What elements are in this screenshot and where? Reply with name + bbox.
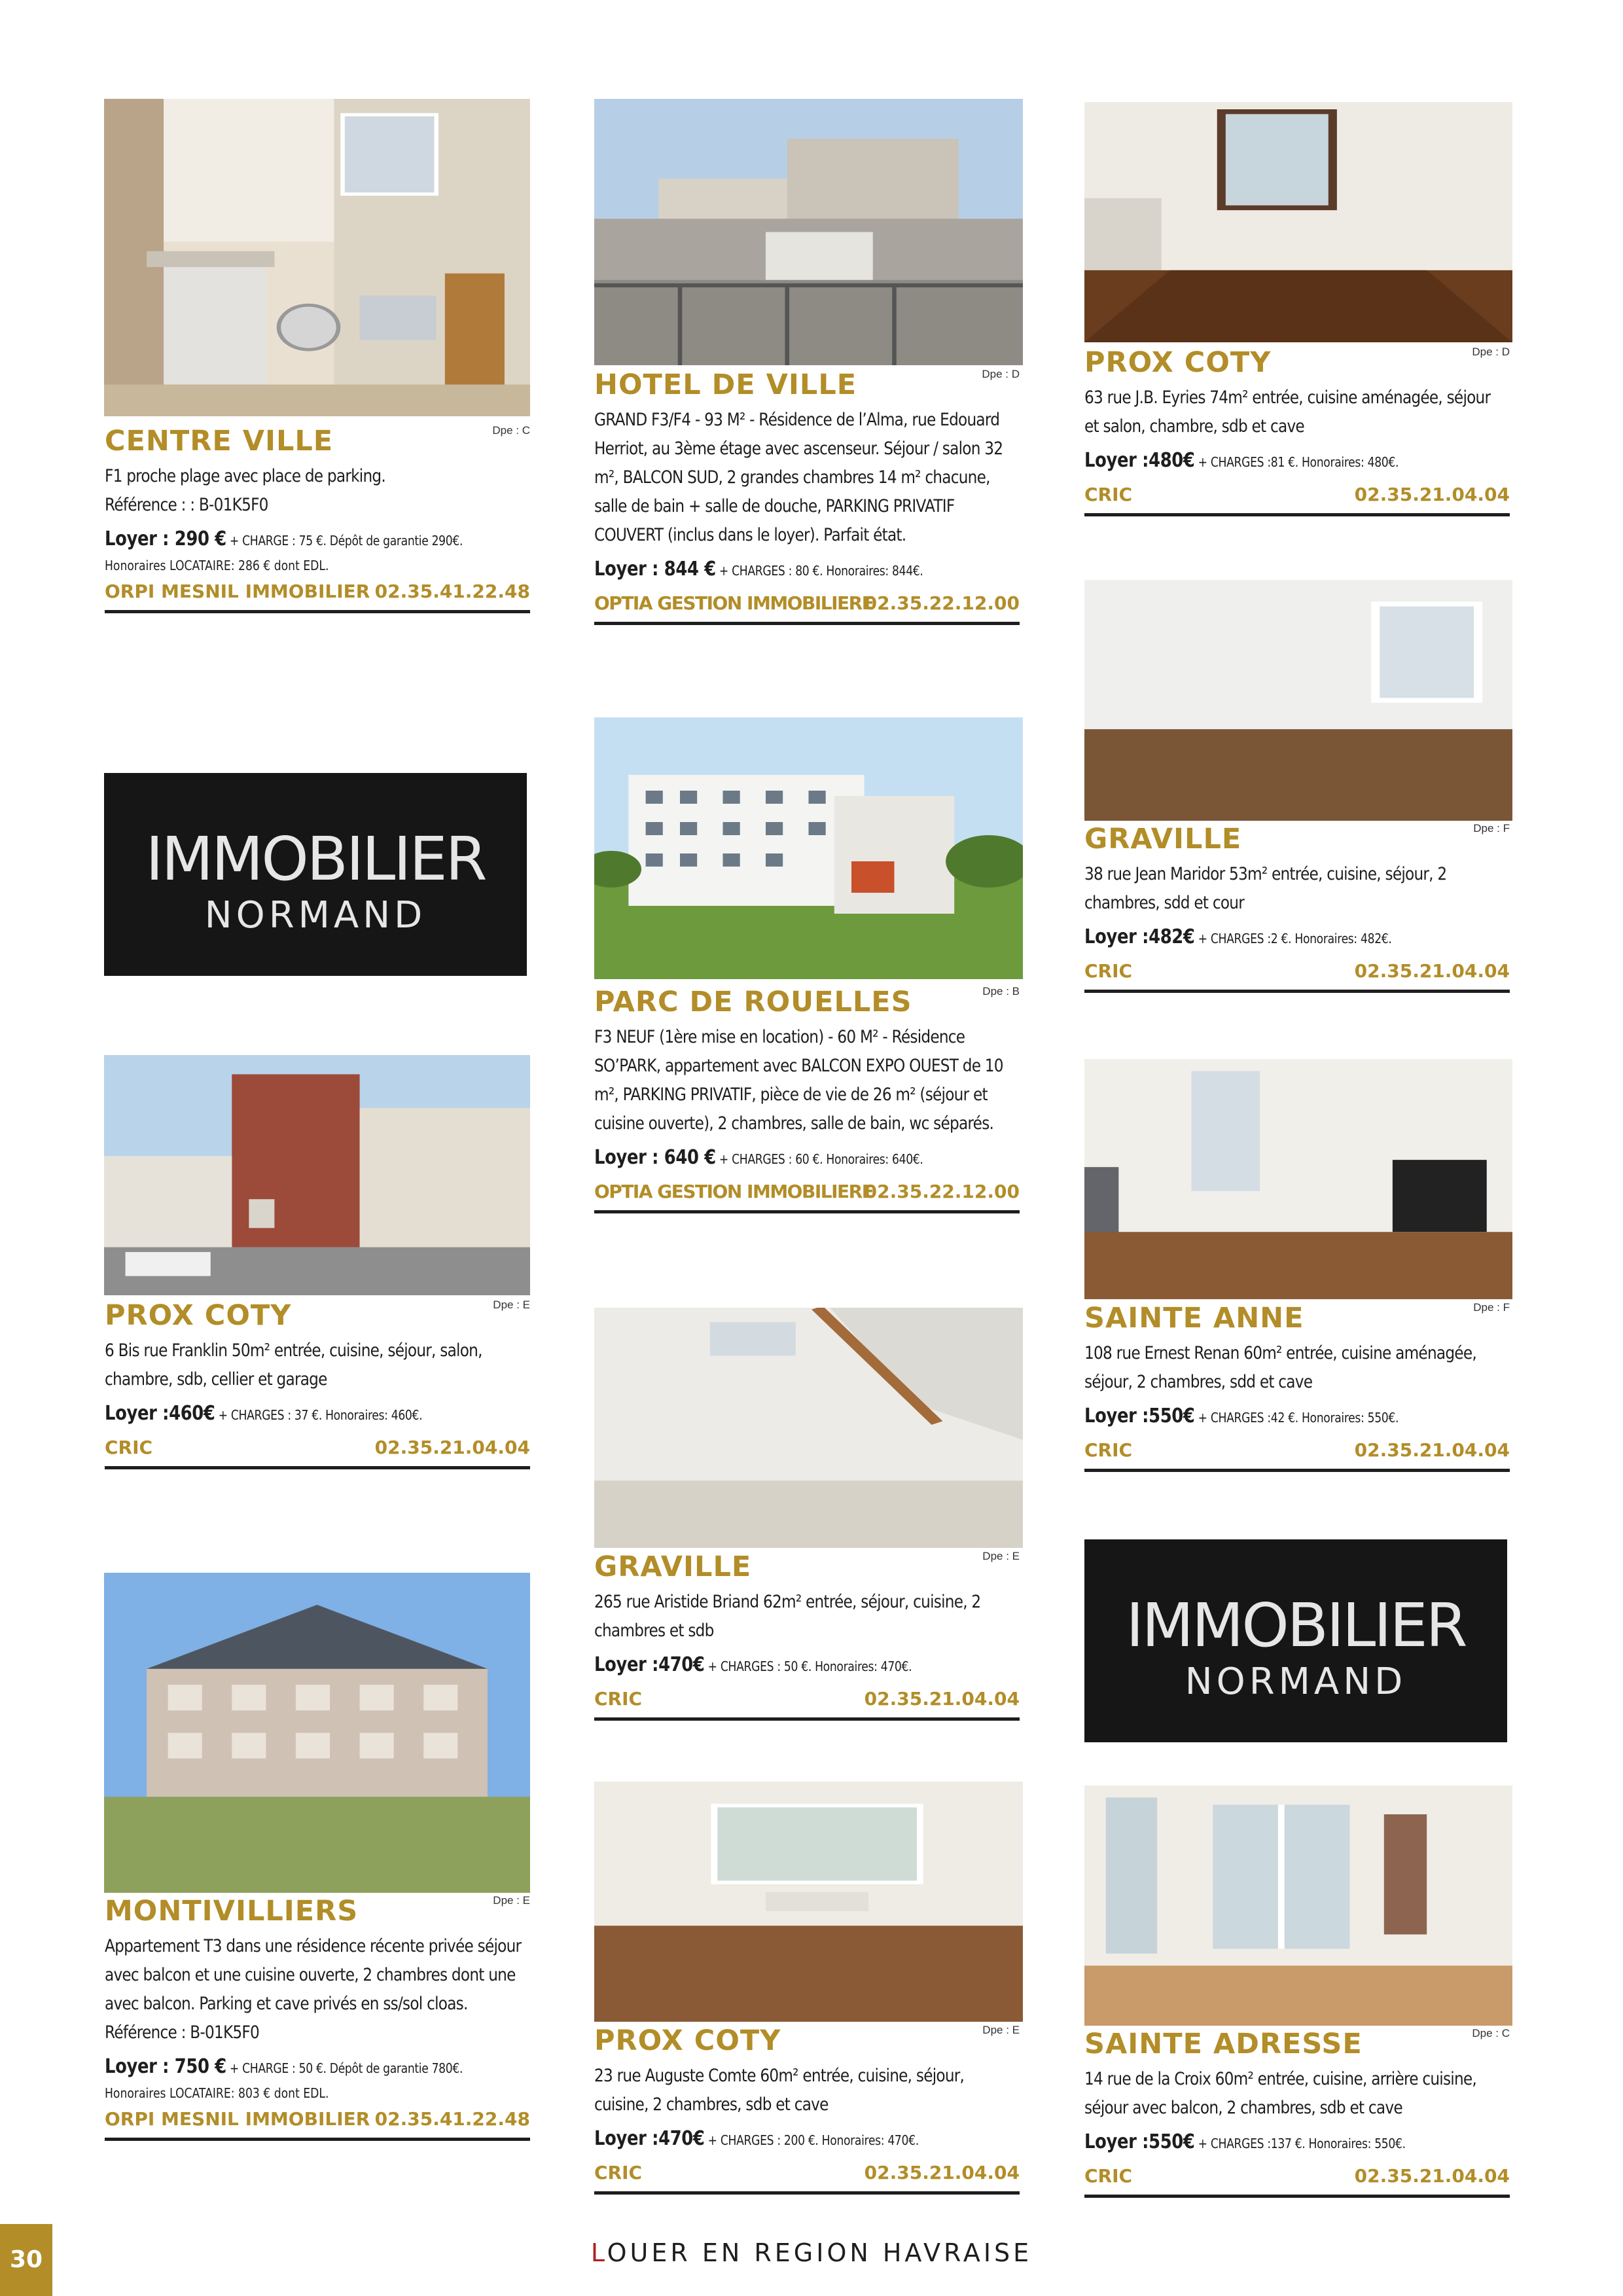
rent-details: + CHARGES : 200 €. Honoraires: 470€.: [704, 2132, 919, 2148]
agency-name: CRIC: [594, 1688, 643, 1710]
agency-phone: 02.35.21.04.04: [374, 1437, 530, 1458]
description-line: GRAND F3/F4 - 93 M² - Résidence de l’Alma, rue Edouard Herriot, au 3ème étage avec ascenseur. Séjour / salon 32 m², BALCON SUD, 2 grandes chambres 14 m² chacune, salle de bain + salle de douche, PARKING PRIVATIF COUVERT (inclus dans le loyer). Parfait état.: [594, 410, 1003, 545]
listing-title: MONTIVILLIERS: [105, 1895, 359, 1928]
agency-line: [594, 1685, 1020, 1721]
rent-amount: Loyer : 290 €: [105, 528, 226, 550]
dpe-label: Dpe : C: [492, 424, 530, 437]
rent-line: [105, 1399, 529, 1431]
agency-phone: 02.35.22.12.00: [864, 1181, 1020, 1202]
rent-line: [594, 1651, 1018, 1682]
photo-centre-ville: [104, 99, 530, 416]
rent-line: [594, 2125, 1018, 2156]
photo-montivilliers: [104, 1573, 530, 1893]
agency-name: CRIC: [1084, 484, 1133, 505]
listing-description: [594, 406, 1018, 550]
rent-amount: Loyer :550€: [1084, 2130, 1195, 2153]
rent-amount: Loyer : 844 €: [594, 558, 716, 581]
rent-details: + CHARGES : 37 €. Honoraires: 460€.: [215, 1407, 423, 1423]
immobilier-normand-logo: [1084, 1539, 1507, 1742]
listing-description: [1084, 384, 1508, 441]
rent-amount: Loyer :470€: [594, 1653, 705, 1676]
photo-prox-coty-1: [1084, 102, 1512, 342]
rent-line: [105, 2053, 529, 2084]
page-footer: [0, 2238, 1623, 2267]
description-line: 265 rue Aristide Briand 62m² entrée, séjour, cuisine, 2 chambres et sdb: [594, 1592, 981, 1641]
agency-name: OPTIA GESTION IMMOBILIERE: [594, 1181, 874, 1202]
listing-title: CENTRE VILLE: [105, 425, 334, 457]
agency-name: CRIC: [1084, 1439, 1133, 1461]
rent-amount: Loyer :470€: [594, 2127, 705, 2150]
rent-amount: Loyer :460€: [105, 1402, 215, 1425]
listing-prox-coty-comte: [594, 2024, 1020, 2195]
rent-details: + CHARGES :81 €. Honoraires: 480€.: [1194, 454, 1399, 470]
photo-prox-coty-3: [594, 1782, 1023, 2022]
description-line: F3 NEUF (1ère mise en location) - 60 M² - Résidence SO’PARK, appartement avec BALCON EXPO OUEST de 10 m², PARKING PRIVATIF, pièce de vie de 26 m² (séjour et cuisine ouverte), 2 chambres, salle de bain, wc séparés.: [594, 1027, 1003, 1134]
rent-line: [105, 525, 529, 556]
agency-phone: 02.35.41.22.48: [374, 2108, 530, 2130]
listing-montivilliers: [105, 1894, 530, 2141]
agency-line: [1084, 1436, 1510, 1472]
fees-note: Honoraires LOCATAIRE: 286 € dont EDL.: [105, 558, 329, 573]
agency-name: CRIC: [105, 1437, 153, 1458]
agency-phone: 02.35.21.04.04: [1354, 960, 1510, 982]
listing-title: GRAVILLE: [1084, 823, 1242, 855]
page-number: 30: [0, 2224, 52, 2296]
photo-prox-coty-2: [104, 1055, 530, 1295]
logo-main-text: IMMOBILIER: [1126, 1590, 1466, 1660]
agency-line: [594, 1177, 1020, 1213]
reference-line: Référence : B-01K5F0: [105, 2022, 260, 2043]
agency-phone: 02.35.21.04.04: [864, 1688, 1020, 1710]
listing-sainte-anne: [1084, 1301, 1510, 1472]
reference-line: Référence : : B-01K5F0: [105, 495, 268, 515]
listing-description: [594, 2062, 1018, 2119]
agency-phone: 02.35.21.04.04: [1354, 484, 1510, 505]
listing-description: [1084, 2065, 1508, 2123]
dpe-label: Dpe : B: [982, 985, 1020, 997]
listing-parc-de-rouelles: [594, 985, 1020, 1213]
agency-phone: 02.35.22.12.00: [864, 592, 1020, 614]
description-line: Appartement T3 dans une résidence récente privée séjour avec balcon et une cuisine ouverte, 2 chambres dont une avec balcon. Parking et cave privés en ss/sol cloas.: [105, 1936, 522, 2014]
rent-line: [1084, 2128, 1508, 2159]
logo-sub-text: NORMAND: [1185, 1660, 1407, 1703]
description-line: 63 rue J.B. Eyries 74m² entrée, cuisine aménagée, séjour et salon, chambre, sdb et cave: [1084, 387, 1491, 437]
listing-description: [105, 1932, 529, 2047]
rent-details: + CHARGES :137 €. Honoraires: 550€.: [1194, 2136, 1406, 2151]
agency-line: [1084, 957, 1510, 993]
listing-prox-coty-eyries: [1084, 346, 1510, 516]
description-line: 14 rue de la Croix 60m² entrée, cuisine, arrière cuisine, séjour avec balcon, 2 chambres, sdb et cave: [1084, 2069, 1477, 2118]
rent-details: + CHARGES : 80 €. Honoraires: 844€.: [715, 563, 923, 579]
agency-line: [594, 589, 1020, 625]
agency-line: [105, 577, 530, 613]
rent-details: + CHARGES : 60 €. Honoraires: 640€.: [715, 1151, 923, 1167]
photo-parc-de-rouelles: [594, 717, 1023, 979]
rent-amount: Loyer : 640 €: [594, 1146, 716, 1169]
listing-graville-briand: [594, 1550, 1020, 1721]
description-line: 6 Bis rue Franklin 50m² entrée, cuisine, séjour, salon, chambre, sdb, cellier et garage: [105, 1340, 482, 1390]
rent-details: + CHARGES : 50 €. Honoraires: 470€.: [704, 1659, 912, 1674]
agency-name: OPTIA GESTION IMMOBILIERE: [594, 592, 874, 614]
rent-line: [594, 1143, 1018, 1175]
listing-description: [1084, 1339, 1508, 1397]
immobilier-normand-logo: [104, 773, 527, 976]
listing-description: [105, 462, 529, 520]
rent-line: [1084, 1402, 1508, 1433]
agency-line: [594, 2159, 1020, 2195]
listing-title: PROX COTY: [105, 1299, 292, 1332]
description-line: 38 rue Jean Maridor 53m² entrée, cuisine, séjour, 2 chambres, sdd et cour: [1084, 864, 1447, 913]
listing-title: GRAVILLE: [594, 1551, 752, 1583]
listing-description: [594, 1588, 1018, 1645]
listing-title: PARC DE ROUELLES: [594, 986, 912, 1018]
listing-title: SAINTE ANNE: [1084, 1302, 1304, 1335]
listing-title: PROX COTY: [594, 2024, 781, 2057]
agency-phone: 02.35.21.04.04: [1354, 1439, 1510, 1461]
description-line: 23 rue Auguste Comte 60m² entrée, cuisine, séjour, cuisine, 2 chambres, sdb et cave: [594, 2066, 965, 2115]
rent-amount: Loyer : 750 €: [105, 2055, 226, 2078]
listing-centre-ville: [105, 424, 530, 613]
dpe-label: Dpe : C: [1472, 2027, 1510, 2039]
agency-line: [105, 1433, 530, 1469]
agency-name: ORPI MESNIL IMMOBILIER: [105, 2108, 370, 2130]
rent-details: + CHARGE : 50 €. Dépôt de garantie 780€.: [226, 2060, 463, 2076]
rent-line: [594, 555, 1018, 586]
listing-title: PROX COTY: [1084, 346, 1272, 379]
agency-name: CRIC: [594, 2162, 643, 2183]
agency-name: ORPI MESNIL IMMOBILIER: [105, 581, 370, 602]
agency-phone: 02.35.21.04.04: [1354, 2165, 1510, 2187]
fees-note: Honoraires LOCATAIRE: 803 € dont EDL.: [105, 2085, 329, 2101]
listing-description: [105, 1336, 529, 1394]
description-line: 108 rue Ernest Renan 60m² entrée, cuisine aménagée, séjour, 2 chambres, sdd et cave: [1084, 1343, 1476, 1392]
agency-name: CRIC: [1084, 2165, 1133, 2187]
agency-line: [1084, 2162, 1510, 2198]
logo-main-text: IMMOBILIER: [145, 824, 486, 894]
rent-line: [1084, 923, 1508, 954]
description-line: F1 proche plage avec place de parking.: [105, 466, 385, 486]
listing-prox-coty-franklin: [105, 1299, 530, 1469]
agency-line: [1084, 480, 1510, 516]
dpe-label: Dpe : D: [1472, 346, 1510, 358]
dpe-label: Dpe : E: [493, 1299, 530, 1311]
dpe-label: Dpe : E: [982, 1550, 1020, 1562]
rent-details: + CHARGES :2 €. Honoraires: 482€.: [1194, 931, 1392, 946]
photo-hotel-de-ville: [594, 99, 1023, 365]
photo-graville-1: [1084, 580, 1512, 821]
listing-description: [1084, 860, 1508, 918]
listing-sainte-adresse: [1084, 2027, 1510, 2198]
listing-title: SAINTE ADRESSE: [1084, 2028, 1363, 2060]
listing-description: [594, 1023, 1018, 1138]
agency-phone: 02.35.21.04.04: [864, 2162, 1020, 2183]
dpe-label: Dpe : E: [982, 2024, 1020, 2036]
dpe-label: Dpe : E: [493, 1894, 530, 1907]
logo-sub-text: NORMAND: [204, 894, 427, 937]
rent-amount: Loyer :480€: [1084, 449, 1195, 472]
dpe-label: Dpe : F: [1473, 1301, 1510, 1314]
agency-line: [105, 2105, 530, 2141]
listing-title: HOTEL DE VILLE: [594, 368, 857, 401]
listing-hotel-de-ville: [594, 368, 1020, 625]
photo-sainte-anne: [1084, 1059, 1512, 1299]
rent-amount: Loyer :482€: [1084, 925, 1195, 948]
footer-initial: L: [590, 2238, 607, 2267]
listing-graville-maridor: [1084, 822, 1510, 993]
agency-phone: 02.35.41.22.48: [374, 581, 530, 602]
rent-line: [1084, 446, 1508, 478]
photo-graville-2: [594, 1308, 1023, 1548]
rent-details: + CHARGES :42 €. Honoraires: 550€.: [1194, 1410, 1399, 1426]
footer-text: OUER EN REGION HAVRAISE: [607, 2238, 1033, 2267]
dpe-label: Dpe : D: [982, 368, 1020, 380]
dpe-label: Dpe : F: [1473, 822, 1510, 834]
rent-details: + CHARGE : 75 €. Dépôt de garantie 290€.: [226, 533, 463, 548]
photo-sainte-adresse: [1084, 1785, 1512, 2026]
agency-name: CRIC: [1084, 960, 1133, 982]
rent-amount: Loyer :550€: [1084, 1405, 1195, 1427]
